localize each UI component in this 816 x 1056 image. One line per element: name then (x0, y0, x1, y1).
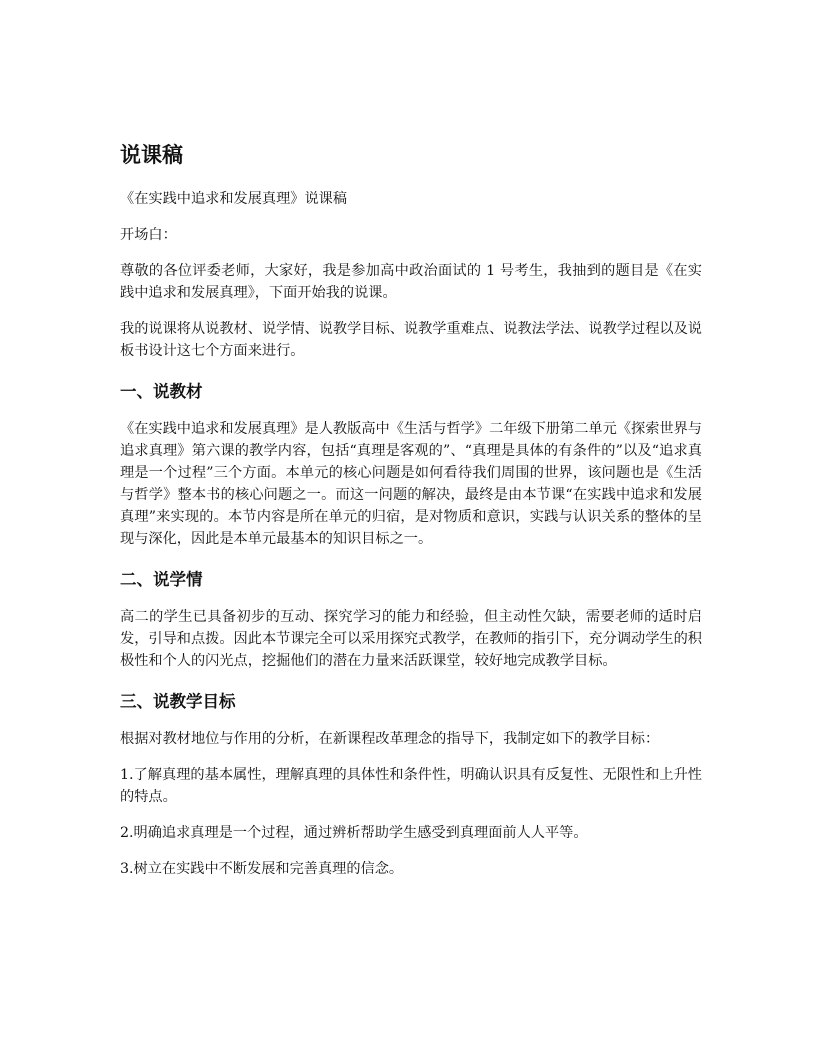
section-paragraph: 《在实践中追求和发展真理》是人教版高中《生活与哲学》二年级下册第二单元《探索世界与追求真理》第六课的教学内容，包括“真理是客观的”、“真理是具体的有条件的”以及“追求真理是一个过程”三个方面。本单元的核心问题是如何看待我们周围的世界，该问题也是《生活与哲学》整本书的核心问题之一。而这一问题的解决，最终是由本节课“在实践中追求和发展真理”来实现的。本节内容是所在单元的归宿，是对物质和意识，实践与认识关系的整体的呈现与深化，因此是本单元最基本的知识目标之一。 (120, 421, 702, 547)
section-students (120, 568, 702, 672)
opening-label: 开场白： (120, 227, 177, 243)
section-paragraph: 高二的学生已具备初步的互动、探究学习的能力和经验，但主动性欠缺，需要老师的适时启发，引导和点拨。因此本节课完全可以采用探究式教学，在教师的指引下，充分调动学生的积极性和个人的闪光点，挖掘他们的潜在力量来活跃课堂，较好地完成教学目标。 (120, 609, 702, 669)
outline-paragraph: 我的说课将从说教材、说学情、说教学目标、说教学重难点、说教法学法、说教学过程以及说板书设计这七个方面来进行。 (120, 321, 702, 359)
section-objectives (120, 690, 702, 880)
section-paragraph: 根据对教材地位与作用的分析，在新课程改革理念的指导下，我制定如下的教学目标： (120, 731, 660, 747)
greeting-paragraph: 尊敬的各位评委老师，大家好，我是参加高中政治面试的 1 号考生，我抽到的题目是《在实践中追求和发展真理》，下面开始我的说课。 (120, 263, 702, 301)
objective-item: 1.了解真理的基本属性，理解真理的具体性和条件性，明确认识具有反复性、无限性和上升性的特点。 (120, 767, 702, 805)
section-heading: 二、说学情 (120, 570, 203, 589)
document-page (120, 138, 702, 894)
objective-item: 2.明确追求真理是一个过程，通过辨析帮助学生感受到真理面前人人平等。 (120, 825, 588, 841)
section-heading: 三、说教学目标 (120, 692, 236, 711)
document-subtitle: 《在实践中追求和发展真理》说课稿 (120, 191, 348, 207)
objective-item: 3.树立在实践中不断发展和完善真理的信念。 (120, 861, 404, 877)
section-textbook (120, 380, 702, 550)
document-title: 说课稿 (120, 143, 183, 167)
section-heading: 一、说教材 (120, 382, 203, 401)
